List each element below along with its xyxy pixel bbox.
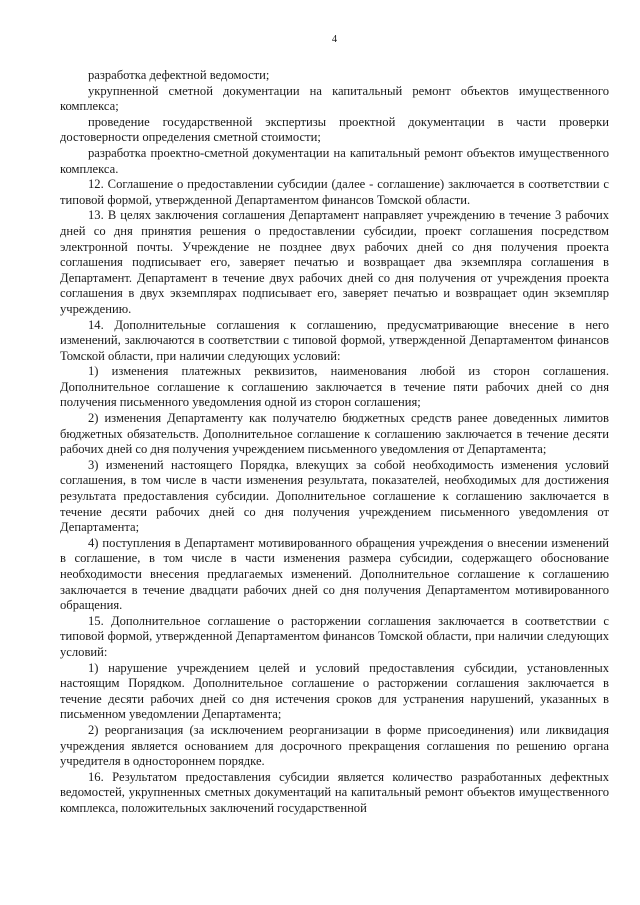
clause-15: 15. Дополнительное соглашение о расторжении соглашения заключается в соответствии с типовой формой, утвержденной Департаментом финансов Томской области, при наличии следующих условий: xyxy=(60,613,609,659)
list-item-state-expertise: проведение государственной экспертизы проектной документации в части проверки достоверности определения сметной стоимости; xyxy=(60,114,609,145)
list-item-design-estimate: разработка проектно-сметной документации на капитальный ремонт объектов имущественного комплекса. xyxy=(60,145,609,176)
list-item-enlarged-estimate: укрупненной сметной документации на капитальный ремонт объектов имущественного комплекса; xyxy=(60,83,609,114)
clause-13: 13. В целях заключения соглашения Департамент направляет учреждению в течение 3 рабочих дней со дня принятия решения о предоставлении субсидии, проект соглашения посредством электронной почты. Учреждение не позднее двух рабочих дней со дня получения проекта соглашения подписывает его, заверяет печатью и возвращает два экземпляра соглашения в Департамент. Департамент в течение двух рабочих дней со дня получения от учреждения проекта соглашения в двух экземплярах подписывает его, заверяет печатью и возвращает один экземпляр учреждению. xyxy=(60,208,609,316)
clause-14: 14. Дополнительные соглашения к соглашению, предусматривающие внесение в него изменений, заключаются в соответствии с типовой формой, утвержденной Департаментом финансов Томской области, при наличии следующих условий: xyxy=(60,317,609,363)
list-item-defect-statement: разработка дефектной ведомости; xyxy=(88,68,270,82)
document-body xyxy=(60,68,609,817)
page-number: 4 xyxy=(331,34,338,45)
clause-15-item-2: 2) реорганизация (за исключением реорганизации в форме присоединения) или ликвидация учреждения является основанием для досрочного прекращения соглашения по решению органа учредителя в одностороннем порядке. xyxy=(60,722,609,769)
clause-12: 12. Соглашение о предоставлении субсидии (далее - соглашение) заключается в соответствии с типовой формой, утвержденной Департаментом финансов Томской области. xyxy=(60,177,609,207)
clause-14-item-3: 3) изменений настоящего Порядка, влекущих за собой необходимость изменения условий соглашения, в том числе в части изменения результата, показателей, необходимых для достижения результата предоставления субсидии. Дополнительное соглашение к соглашению заключается в течение десяти рабочих дней со дня получения учреждением письменного уведомления от Департамента; xyxy=(60,457,609,535)
clause-15-item-1: 1) нарушение учреждением целей и условий предоставления субсидии, установленных настоящим Порядком. Дополнительное соглашение о расторжении соглашения заключается в течение десяти рабочих дней со дня истечения сроков для устранения нарушений, указанных в письменном уведомлении Департамента; xyxy=(60,660,609,722)
clause-16: 16. Результатом предоставления субсидии является количество разработанных дефектных ведомостей, укрупненных сметных документаций на капитальный ремонт объектов имущественного комплекса, положительных заключений государственной xyxy=(60,769,609,815)
clause-14-item-1: 1) изменения платежных реквизитов, наименования любой из сторон соглашения. Дополнительное соглашение к соглашению заключается в течение пяти рабочих дней со дня получения письменного уведомления одной из сторон соглашения; xyxy=(60,364,609,410)
clause-14-item-4: 4) поступления в Департамент мотивированного обращения учреждения о внесении изменений в соглашение, в том числе в части изменения размера субсидии, содержащего обоснование необходимости внесения предлагаемых изменений. Дополнительное соглашение к соглашению заключается в течение двадцати рабочих дней со дня получения Департаментом мотивированного обращения. xyxy=(60,535,609,613)
clause-14-item-2: 2) изменения Департаменту как получателю бюджетных средств ранее доведенных лимитов бюджетных обязательств. Дополнительное соглашение к соглашению заключается в течение десяти рабочих дней со дня получения учреждением письменного уведомления от Департамента; xyxy=(60,411,609,457)
